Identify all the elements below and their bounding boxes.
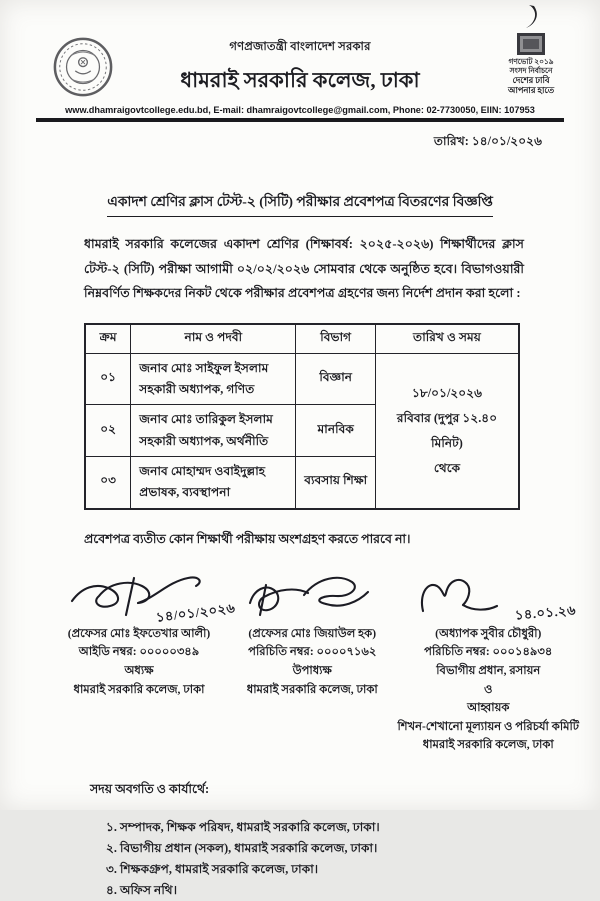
handwritten-date: ১৪/০১/২০২৬ [155,599,237,625]
principal-signature-block [40,573,238,755]
cell-name [131,457,296,509]
col-header-department: বিভাগ [296,324,376,354]
signatory-title: শিখন-শেখানো মূল্যায়ন ও পরিচর্যা কমিটি [397,720,580,733]
signatory-id: পরিচিতি নম্বর: ০০০০৭১৬২ [248,646,377,659]
cell-name [131,405,296,457]
vice-principal-signature-block [238,573,387,755]
distribution-item: ২. বিভাগীয় প্রধান (সকল), ধামরাই সরকারি কলেজ, ঢাকা। [106,841,378,856]
cell-department: বিজ্ঞান [296,353,376,405]
signatory-name: (প্রফেসর মোঃ জিয়াউল হক) [248,627,377,640]
col-header-serial: ক্রম [85,324,131,354]
cell-serial: ০৩ [85,457,131,509]
issue-date: তারিখ: ১৪/০১/২০২৬ [433,134,542,148]
distribution-item: ১. সম্পাদক, শিক্ষক পরিষদ, ধামরাই সরকারি কলেজ, ঢাকা। [106,820,380,835]
distribution-item: ৩. শিক্ষকগ্রুপ, ধামরাই সরকারি কলেজ, ঢাকা। [106,862,319,877]
stamp-text-line: গণভোট ২০১৯ [508,57,554,66]
teacher-name: জনাব মোহাম্মদ ওবাইদুল্লাহ [139,464,266,479]
table-header-row [85,324,519,354]
signatory-org: ধামরাই সরকারি কলেজ, ঢাকা [73,683,205,696]
signatory-org: ধামরাই সরকারি কলেজ, ঢাকা [422,739,554,752]
notice-title: একাদশ শ্রেণির ক্লাস টেস্ট-২ (সিটি) পরীক্ষার প্রবেশপত্র বিতরণের বিজ্ঞপ্তি [107,190,493,217]
signatory-name: (প্রফেসর মোঃ ইফতেখার আলী) [67,627,211,640]
stamp-text-line: দেশের ঢাবি [512,75,550,85]
government-line: গণপ্রজাতন্ত্রী বাংলাদেশ সরকার [229,41,371,53]
teacher-designation: সহকারী অধ্যাপক, গণিত [139,381,255,396]
convener-signature-block [387,573,591,755]
cell-serial: ০১ [85,353,131,405]
signatory-title: উপাধ্যক্ষ [292,664,332,677]
postage-stamp [488,4,574,97]
stamp-text-line: আপনার হাতে [507,86,555,95]
stamp-image-icon [516,32,546,56]
distribution-heading: সদয় অবগতি ও কার্যার্থে: [90,782,210,797]
col-header-name: নাম ও পদবী [131,324,296,354]
signatory-title: অধ্যক্ষ [124,664,154,677]
schedule-from: থেকে [433,460,461,475]
header-divider [36,118,564,122]
handwritten-date: ১৪.০১.২৬ [514,602,577,623]
teacher-name: জনাব মোঃ সাইফুল ইসলাম [139,360,269,375]
cell-name [131,353,296,405]
schedule-date: ১৮/০১/২০২৬ [411,385,483,400]
teacher-designation: প্রভাষক, ব্যবস্থাপনা [139,485,231,500]
college-name: ধামরাই সরকারি কলেজ, ঢাকা [180,68,420,92]
teacher-designation: সহকারী অধ্যাপক, অর্থনীতি [139,433,269,448]
signatory-title: আহ্বায়ক [467,702,510,715]
signatory-org: ধামরাই সরকারি কলেজ, ঢাকা [246,683,378,696]
contact-line: www.dhamraigovtcollege.edu.bd, E-mail: dhamraigovtcollege@gmail.com, Phone: 02-7730050, EIIN: 107953 [65,105,535,115]
teacher-name: জনাব মোঃ তারিকুল ইসলাম [139,412,273,427]
col-header-datetime: তারিখ ও সময় [376,324,519,354]
schedule-day-time: রবিবার (দুপুর ১২.৪০ মিনিট) [396,410,498,450]
signatory-name: (অধ্যাপক সুবীর চৌধুরী) [435,627,542,640]
college-seal-icon [52,36,114,98]
signatory-title: বিভাগীয় প্রধান, রসায়ন [436,664,541,677]
cell-department: মানবিক [296,405,376,457]
cell-serial: ০২ [85,405,131,457]
cell-department: ব্যবসায় শিক্ষা [296,457,376,509]
signature-section [0,573,600,755]
stamp-text-line: সংসদ নির্বাচনে [509,66,553,76]
signatory-title: ও [484,683,493,696]
admit-card-schedule-table [84,323,520,510]
stamp-ribbon-icon [520,4,542,30]
cell-schedule [376,353,519,509]
letterhead [0,0,600,153]
warning-line: প্রবেশপত্র ব্যতীত কোন শিক্ষার্থী পরীক্ষায় অংশগ্রহণ করতে পারবে না। [84,531,411,546]
signatory-id: আইডি নম্বর: ০০০০০৩৪৯ [78,646,200,659]
distribution-item: ৪. অফিস নথি। [106,883,178,898]
vice-principal-signature-scribble [242,573,382,623]
table-row [85,353,519,405]
notice-body: ধামরাই সরকারি কলেজের একাদশ শ্রেণির (শিক্ষাবর্ষ: ২০২৫-২০২৬) শিক্ষার্থীদের ক্লাস টেস্ট-২ (সিটি) পরীক্ষা আগামী ০২/০২/২০২৬ সোমবার থেকে অনুষ্ঠিত হবে। বিভাগওয়ারী নিম্নবর্ণিত শিক্ষকদের নিকট থেকে পরীক্ষার প্রবেশপত্র গ্রহণের জন্য নির্দেশ প্রদান করা হলো : [84,237,524,301]
distribution-section [90,781,600,901]
signatory-id: পরিচিতি নম্বর: ০০০১৪৯৩৪ [424,646,553,659]
